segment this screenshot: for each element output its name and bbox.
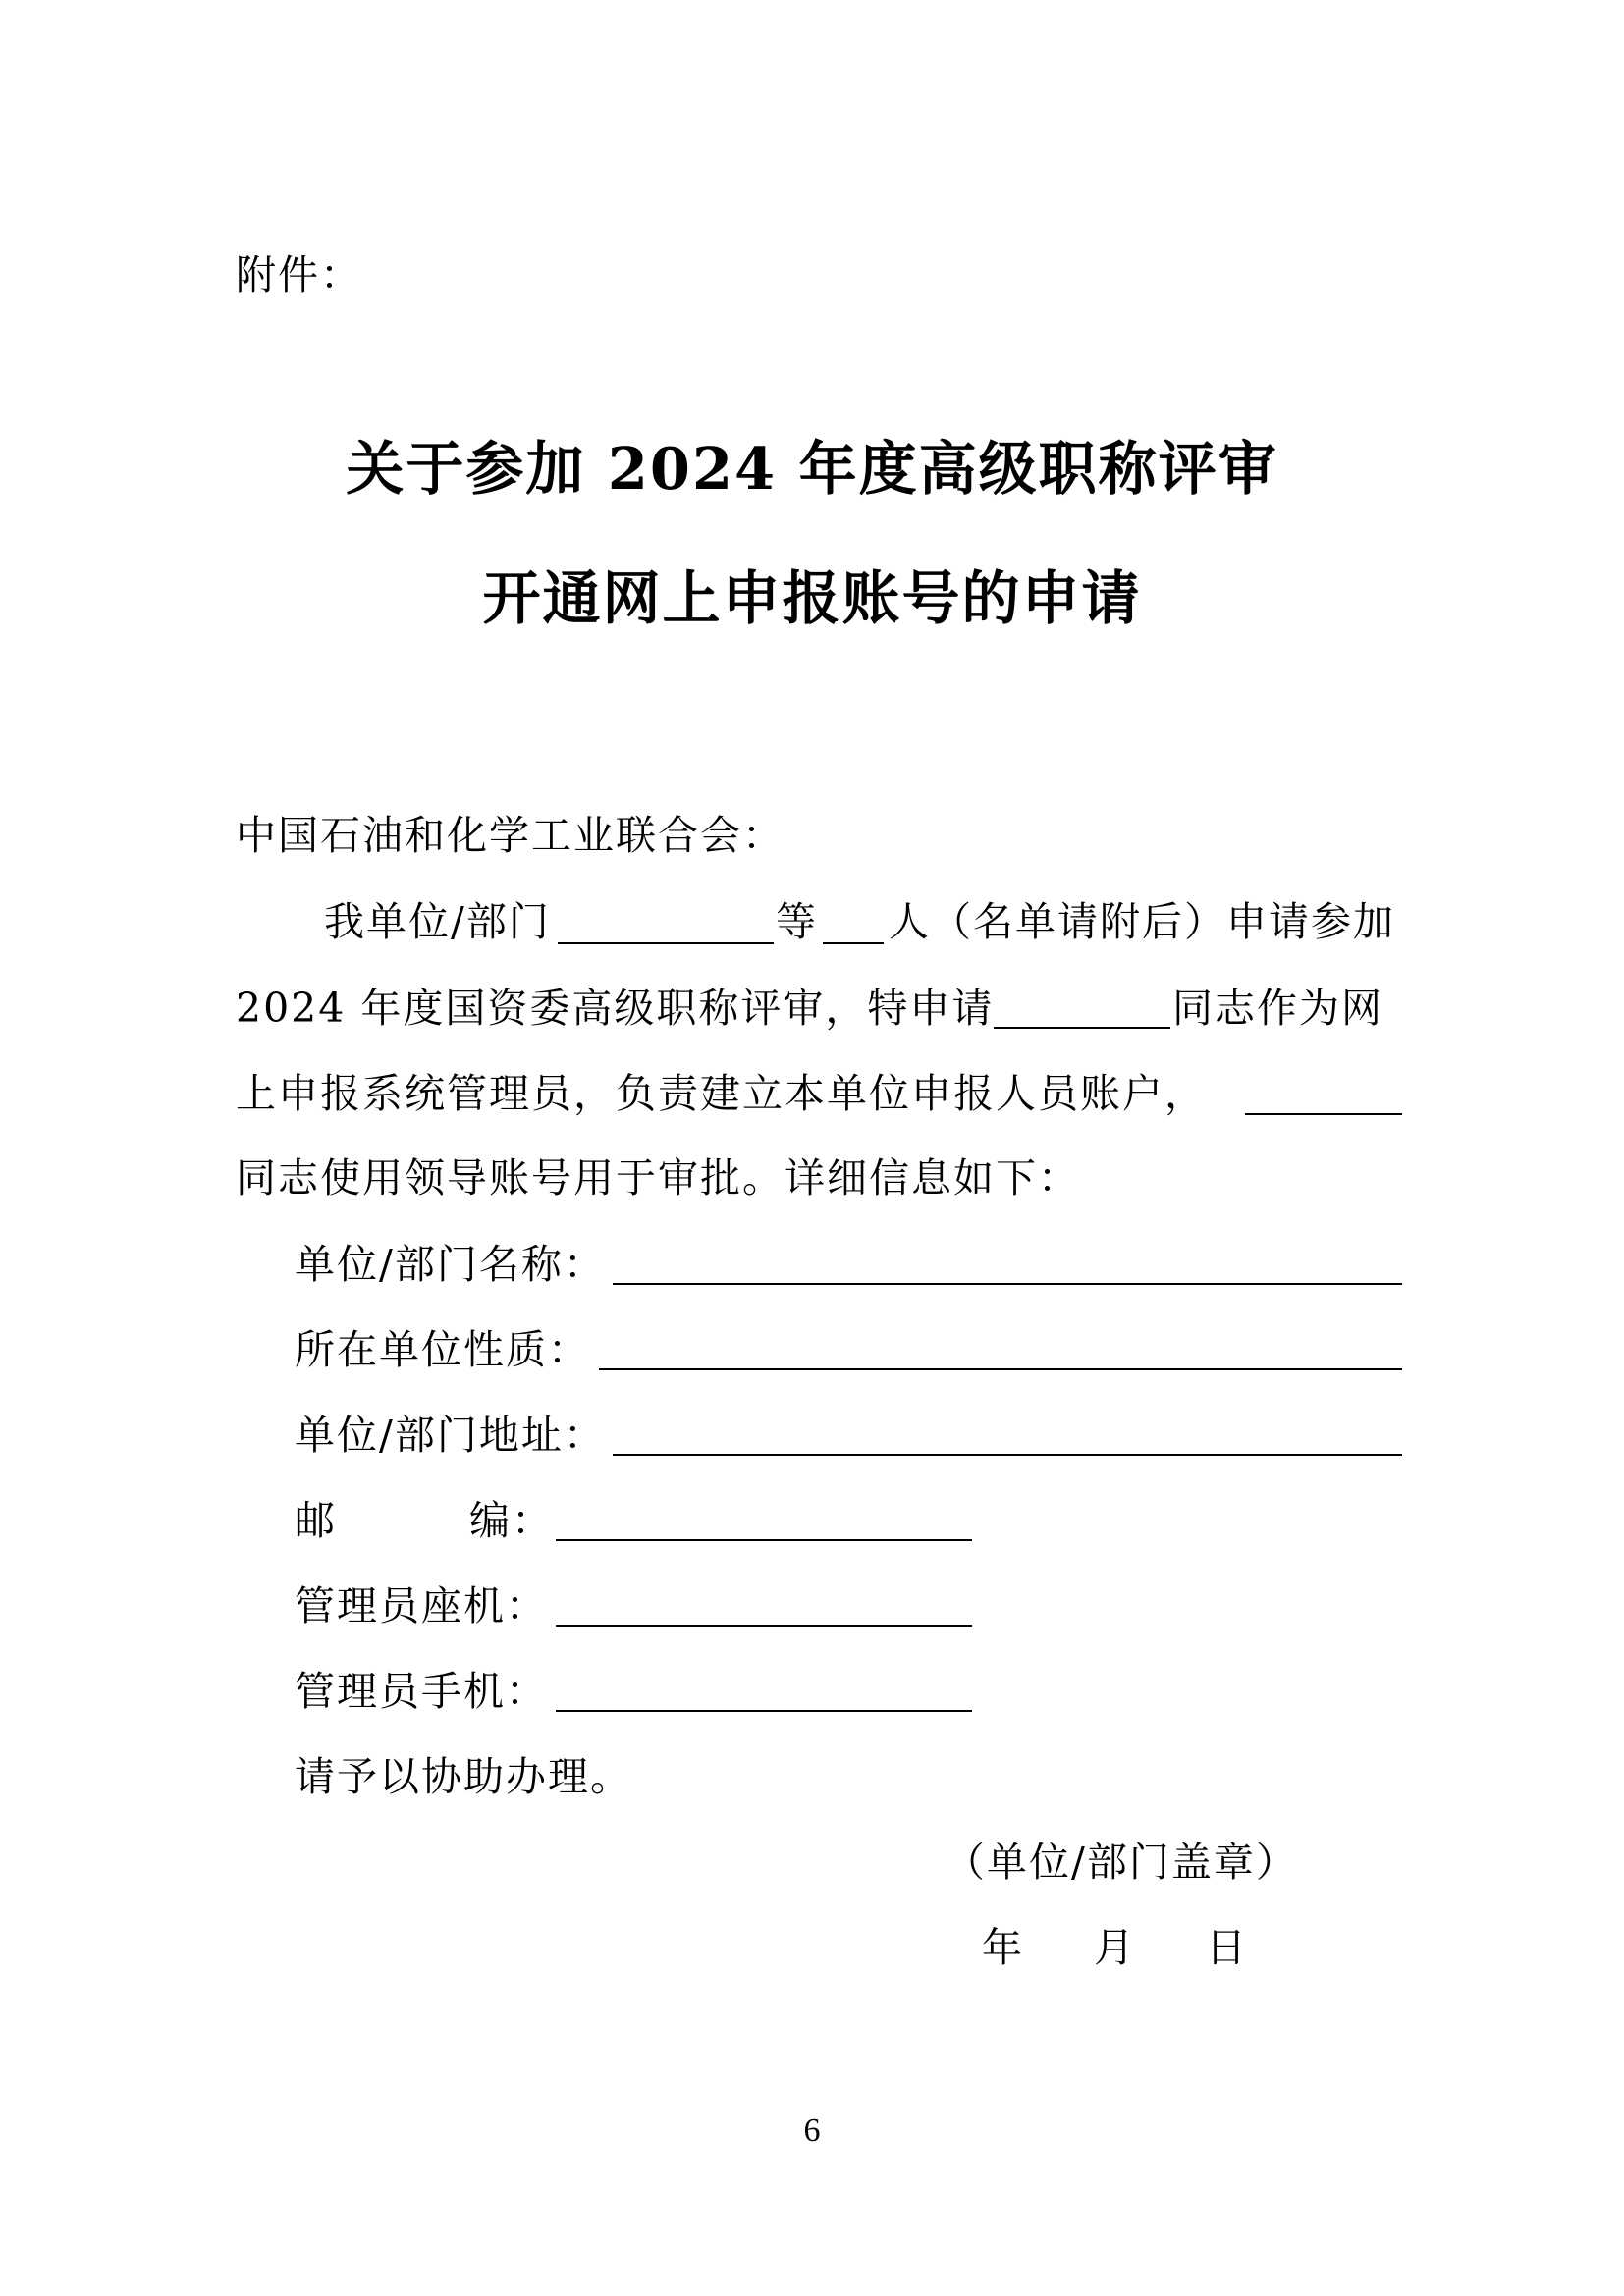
field-blank-admin-landline[interactable] (556, 1625, 972, 1627)
field-blank-postcode[interactable] (556, 1539, 972, 1541)
para-line3-text-a: 上申报系统管理员，负责建立本单位申报人员账户， (236, 1070, 1207, 1117)
field-label-unit-nature: 所在单位性质： (295, 1326, 590, 1373)
field-blank-admin-mobile[interactable] (556, 1710, 972, 1712)
field-label-postcode-char2: 编： (469, 1497, 554, 1544)
page-number: 6 (803, 2112, 821, 2149)
dept-name-blank[interactable] (558, 942, 774, 944)
date-year: 年 (982, 1924, 1024, 1971)
para-line1-text-c: 人（名单请附后）申请参加 (889, 898, 1395, 945)
seal-text: （单位/部门盖章） (945, 1839, 1298, 1886)
field-blank-dept-address[interactable] (613, 1454, 1402, 1456)
document-title-line-2: 开通网上申报账号的申请 (482, 564, 1142, 632)
field-label-dept-name: 单位/部门名称： (295, 1241, 606, 1288)
leader-name-blank[interactable] (1245, 1113, 1402, 1115)
closing-text: 请予以协助办理。 (295, 1753, 632, 1800)
para-line2-text-a: 2024 年度国资委高级职称评审，特申请 (236, 985, 995, 1032)
field-label-admin-landline: 管理员座机： (295, 1582, 548, 1629)
document-title-line-1: 关于参加 2024 年度高级职称评审 (346, 435, 1278, 503)
attachment-label: 附件： (236, 251, 362, 298)
date-month: 月 (1094, 1924, 1136, 1971)
person-count-blank[interactable] (823, 942, 884, 944)
admin-name-blank[interactable] (994, 1027, 1170, 1029)
field-blank-dept-name[interactable] (613, 1283, 1402, 1285)
para-line1-text-a: 我单位/部门 (324, 898, 551, 945)
salutation: 中国石油和化学工业联合会： (236, 812, 785, 859)
para-line2-text-b: 同志作为网 (1172, 985, 1383, 1032)
para-line4-text-a: 同志使用领导账号用于审批。详细信息如下： (236, 1154, 1080, 1201)
field-blank-unit-nature[interactable] (599, 1368, 1402, 1370)
field-label-dept-address: 单位/部门地址： (295, 1412, 606, 1459)
para-line1-text-b: 等 (776, 898, 818, 945)
date-day: 日 (1206, 1924, 1248, 1971)
field-label-postcode-char1: 邮 (295, 1497, 337, 1544)
field-label-admin-mobile: 管理员手机： (295, 1668, 548, 1715)
